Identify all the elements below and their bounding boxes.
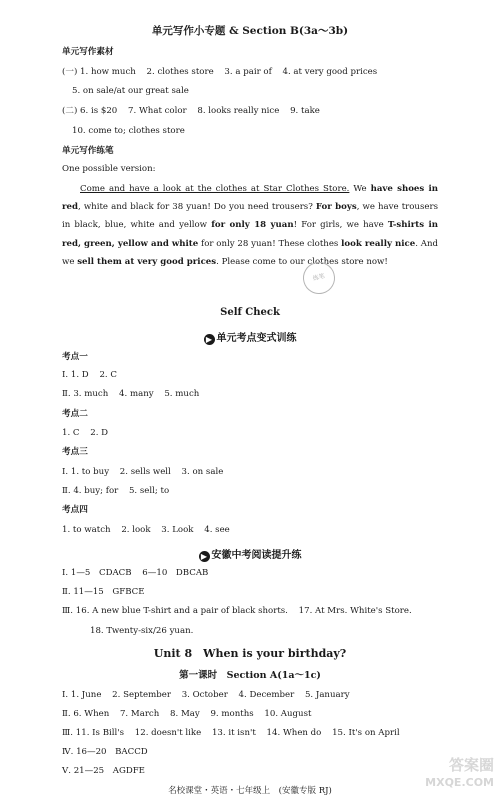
roman-prefix: Ⅰ. <box>62 568 69 578</box>
roman-prefix: Ⅱ. <box>62 486 71 496</box>
roman-prefix: Ⅰ. <box>62 690 69 700</box>
essay-text: Come and have a look at the clothes at Star Clothes Store. <box>80 184 350 194</box>
material-heading: 单元写作素材 <box>62 47 114 57</box>
kaodian-4-heading: 考点四 <box>62 505 88 515</box>
answer: 3. much <box>73 389 109 399</box>
material-answer: 8. looks really nice <box>197 106 280 116</box>
material-answer: 3. a pair of <box>224 67 272 77</box>
practice-intro: One possible version: <box>62 164 156 174</box>
material-line-1 <box>62 67 377 78</box>
material-answer: 2. clothes store <box>146 67 214 77</box>
play-icon: ▶ <box>204 334 215 345</box>
answer: 9. months <box>210 709 254 719</box>
band-label: 安徽中考阅读提升练 <box>211 550 302 561</box>
answer: 5. sell; to <box>128 486 170 496</box>
material-line-2-prefix: (二) <box>62 106 78 116</box>
material-line-1b: 5. on sale/at our great sale <box>72 86 189 96</box>
answer: 17. At Mrs. White's Store. <box>298 606 412 616</box>
band-label: 单元考点变式训练 <box>216 333 297 344</box>
kaodian-3-line-1 <box>62 467 223 478</box>
answer: 2. D <box>90 428 109 438</box>
kaodian-1-line-2 <box>62 389 199 400</box>
answer: 2. September <box>112 690 171 700</box>
reading-line-3 <box>62 606 412 617</box>
roman-prefix: Ⅱ. <box>62 389 71 399</box>
unit8-line-2 <box>62 709 311 720</box>
stamp: 练笔 <box>299 258 338 297</box>
material-line-2 <box>62 106 320 117</box>
roman-prefix: Ⅰ. <box>62 467 69 477</box>
answer: 10. August <box>264 709 312 719</box>
essay-text: sell them at very good prices <box>77 256 217 267</box>
page-title: 单元写作小专题 & Section B(3a～3b) <box>151 25 349 37</box>
kaodian-1-heading: 考点一 <box>62 352 88 362</box>
essay-text: For boys <box>315 202 357 213</box>
essay-text: ! For girls, we have <box>293 220 388 231</box>
answer: 3. October <box>181 690 228 700</box>
essay-text: for only 28 yuan! These clothes <box>198 238 342 249</box>
answer: 13. it isn't <box>211 728 256 738</box>
roman-prefix: Ⅰ. <box>62 370 69 380</box>
material-answer: 7. What color <box>128 106 187 116</box>
essay-text: T-shirts in red, green, yellow and white <box>62 220 438 249</box>
reading-line-1 <box>62 568 208 579</box>
lesson-subtitle: 第一课时 Section A(1a～1c) <box>179 670 321 681</box>
material-answer: 1. how much <box>80 67 136 77</box>
practice-heading: 单元写作练笔 <box>62 146 114 156</box>
answer: 2. look <box>121 525 151 535</box>
roman-prefix: Ⅱ. <box>62 587 71 597</box>
unit8-line-3 <box>62 728 400 739</box>
roman-prefix: Ⅳ. <box>62 747 74 757</box>
material-answer: 4. at very good prices <box>282 67 378 77</box>
answer: 12. doesn't like <box>134 728 202 738</box>
watermark-url: MXQE.COM <box>425 776 494 789</box>
answer: 11. Is Bill's <box>75 728 125 738</box>
answer: 11—15 GFBCE <box>73 587 145 597</box>
answer: 15. It's on April <box>332 728 400 738</box>
essay-text: We <box>349 184 371 194</box>
essay-paragraph <box>62 180 438 271</box>
answer: 16. A new blue T-shirt and a pair of black shorts. <box>75 606 288 616</box>
essay-text: . Please come to our clothes store now! <box>216 256 388 267</box>
essay-text: look really nice <box>341 238 416 249</box>
essay-text: , white and black for 38 yuan! Do you need trousers? <box>78 202 316 213</box>
page-footer: 名校课堂・英语・七年级上 (安徽专版 RJ) <box>168 786 332 796</box>
answer: 1. D <box>70 370 89 380</box>
answer: 4. December <box>238 690 295 700</box>
unit8-line-5 <box>62 766 145 777</box>
essay-text: . And we <box>62 238 439 267</box>
kaodian-2-line-1 <box>62 428 108 439</box>
answer: 1—5 CDACB <box>70 568 132 578</box>
answer: 2. C <box>99 370 117 380</box>
answer: 7. March <box>119 709 160 719</box>
unit-title: Unit 8 When is your birthday? <box>153 647 347 660</box>
answer: 3. on sale <box>181 467 224 477</box>
answer: 2. sells well <box>119 467 171 477</box>
answer: 16—20 BACCD <box>76 747 148 757</box>
answer: 6—10 DBCAB <box>142 568 209 578</box>
watermark-text: 答案圈 <box>448 756 494 774</box>
answer: 1. June <box>70 690 102 700</box>
band-reading-practice <box>0 546 500 562</box>
reading-line-3b: 18. Twenty-six/26 yuan. <box>90 626 194 636</box>
unit8-line-1 <box>62 690 350 701</box>
essay-text: for only 18 yuan <box>211 220 294 231</box>
answer: 4. many <box>119 389 154 399</box>
answer: 3. Look <box>161 525 194 535</box>
self-check-title: Self Check <box>220 307 280 318</box>
answer: 8. May <box>170 709 200 719</box>
material-answer: 6. is $20 <box>80 106 118 116</box>
watermark-logo <box>410 756 494 796</box>
kaodian-1-line-1 <box>62 370 117 381</box>
roman-prefix: Ⅴ. <box>62 766 71 776</box>
roman-prefix: Ⅱ. <box>62 709 71 719</box>
answer: 5. January <box>304 690 350 700</box>
answer: 21—25 AGDFE <box>73 766 145 776</box>
roman-prefix: Ⅲ. <box>62 606 74 616</box>
kaodian-2-heading: 考点二 <box>62 409 88 419</box>
kaodian-3-heading: 考点三 <box>62 447 88 457</box>
answer: 1. to buy <box>70 467 110 477</box>
reading-line-2 <box>62 587 145 598</box>
essay-text: have shoes in red <box>62 184 438 213</box>
material-answer: 9. take <box>290 106 320 116</box>
material-line-2b: 10. come to; clothes store <box>72 126 185 136</box>
answer: 6. When <box>73 709 110 719</box>
answer: 1. C <box>62 428 80 438</box>
answer: 1. to watch <box>62 525 111 535</box>
roman-prefix: Ⅲ. <box>62 728 74 738</box>
band-unit-training <box>0 329 500 345</box>
answer: 14. When do <box>266 728 322 738</box>
kaodian-3-line-2 <box>62 486 169 497</box>
unit8-line-4 <box>62 747 148 758</box>
kaodian-4-line-1 <box>62 525 230 536</box>
answer: 5. much <box>164 389 200 399</box>
essay-text: , we have trousers in black, blue, white and yellow <box>62 202 438 231</box>
answer: 4. see <box>204 525 230 535</box>
play-icon: ▶ <box>199 551 210 562</box>
material-line-1-prefix: (一) <box>62 67 78 77</box>
answer: 4. buy; for <box>73 486 119 496</box>
